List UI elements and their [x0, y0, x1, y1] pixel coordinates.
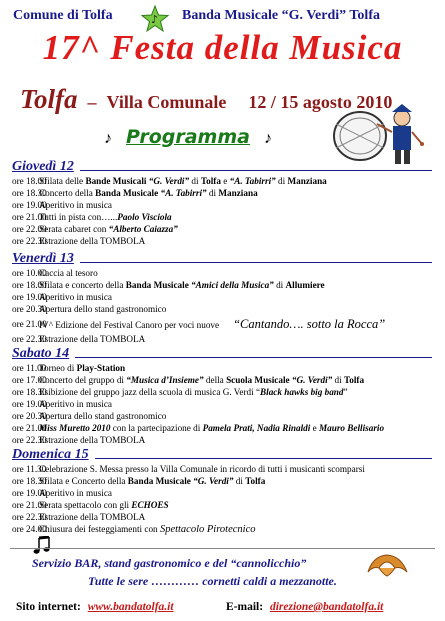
- email-link[interactable]: direzione@bandatolfa.it: [269, 601, 384, 613]
- event-text-part: Sfilata delle: [39, 176, 86, 186]
- event-text-part: Estrazione della TOMBOLA: [39, 334, 146, 344]
- event-time: ore 21.00: [12, 212, 47, 222]
- event-description: [39, 267, 432, 279]
- day-divider: [80, 262, 432, 263]
- event-text-part: Pamela Prati, Nadia Rinaldi: [202, 423, 311, 433]
- event-description: [39, 279, 432, 291]
- event-row: [12, 386, 432, 398]
- email-contact: [226, 601, 383, 613]
- event-text-part: Caccia al tesoro: [39, 268, 98, 278]
- event-text-part: Banda Musicale: [127, 476, 191, 486]
- bar-service-text: Servizio BAR, stand gastronomico e del “cannolicchio”: [32, 556, 307, 570]
- event-time: ore 21.00: [12, 319, 47, 329]
- event-text-part: “G. Verdi”: [190, 476, 234, 486]
- email-label: E-mail:: [226, 601, 264, 613]
- event-text-part: Aperitivo in musica: [39, 399, 112, 409]
- event-text-part: Play-Station: [76, 363, 126, 373]
- event-description: [39, 410, 432, 422]
- music-note-right-icon: ♪: [263, 130, 272, 147]
- event-text-part: “G. Verdi”: [146, 176, 190, 186]
- event-time: ore 10.00: [12, 268, 47, 278]
- event-description: [39, 434, 432, 446]
- event-text-part: ECHOES: [131, 500, 169, 510]
- day-heading: [12, 250, 432, 267]
- event-description: [39, 362, 432, 374]
- day-divider: [80, 170, 432, 171]
- event-time: ore 18.30: [12, 387, 47, 397]
- event-description: [39, 303, 432, 315]
- programma-heading: [104, 126, 272, 150]
- event-text-part: Concerto della: [39, 188, 96, 198]
- event-text-part: Concerto del gruppo di: [39, 375, 127, 385]
- event-row: [12, 267, 432, 279]
- event-text-part: “A. Tabirri”: [229, 176, 276, 186]
- event-text-part: Estrazione della TOMBOLA: [39, 435, 146, 445]
- event-row: [12, 523, 432, 535]
- event-time: ore 17.00: [12, 375, 47, 385]
- event-text-part: IV^ Edizione del Festival Canoro per voci nuove: [39, 320, 220, 330]
- event-time: ore 21.00: [12, 500, 47, 510]
- subtitle-separator: –: [87, 92, 97, 112]
- event-text-part: Apertura dello stand gastronomico: [39, 304, 167, 314]
- svg-text:♪: ♪: [151, 13, 159, 26]
- event-text-part: Paolo Visciola: [117, 212, 172, 222]
- event-text-part: di: [275, 176, 288, 186]
- event-time: ore 22.30: [12, 334, 47, 344]
- event-text-part: Black hawks big band: [260, 387, 344, 397]
- event-row: [12, 223, 432, 235]
- event-row: [12, 398, 432, 410]
- event-text-part: di: [273, 280, 286, 290]
- event-text-part: “Alberto Caiazza”: [108, 224, 178, 234]
- event-text-part: di: [332, 375, 344, 385]
- event-time: ore 19.00: [12, 399, 47, 409]
- day-title: Giovedì 12: [12, 159, 74, 174]
- subtitle-venue: Villa Comunale: [106, 92, 227, 112]
- event-text-part: Estrazione della TOMBOLA: [39, 512, 146, 522]
- event-description: [39, 475, 432, 487]
- event-text-part: Apertura dello stand gastronomico: [39, 411, 167, 421]
- event-row: [12, 475, 432, 487]
- event-text-part: Tutti in pista con…...: [39, 212, 118, 222]
- event-row: [12, 410, 432, 422]
- event-time: ore 19.00: [12, 200, 47, 210]
- event-text-part: Tolfa: [200, 176, 221, 186]
- event-time: ore 24.00: [12, 524, 47, 534]
- event-row: [12, 175, 432, 187]
- event-description: [39, 374, 432, 386]
- comune-label: Comune di Tolfa: [13, 8, 113, 23]
- day-section-venerdi: [12, 250, 432, 345]
- event-text-part: Tolfa: [343, 375, 365, 385]
- day-section-giovedi: [12, 158, 432, 247]
- day-divider: [95, 458, 432, 459]
- event-time: ore 18.00: [12, 176, 47, 186]
- event-row: [12, 303, 432, 315]
- event-row: [12, 374, 432, 386]
- event-text-part: Banda Musicale: [125, 280, 189, 290]
- event-text-part: della: [203, 375, 227, 385]
- event-description: [39, 398, 432, 410]
- page-title: 17^ Festa della Musica: [42, 28, 403, 67]
- event-time: ore 18.00: [12, 280, 47, 290]
- event-text-part: “G. Verdi”: [289, 375, 333, 385]
- day-title: Venerdì 13: [12, 251, 74, 266]
- day-divider: [75, 357, 432, 358]
- event-row: [12, 187, 432, 199]
- event-text-part: di: [233, 476, 246, 486]
- programma-label: Programma: [126, 126, 250, 148]
- event-text-part: Manziana: [287, 176, 327, 186]
- day-heading: [12, 345, 432, 362]
- event-text-part: Sfilata e Concerto della: [39, 476, 128, 486]
- event-time: ore 19.00: [12, 488, 47, 498]
- event-row: [12, 235, 432, 247]
- event-description: [39, 386, 432, 398]
- event-text-part: Scuola Musicale: [226, 375, 290, 385]
- site-label: Sito internet:: [16, 601, 81, 613]
- event-description: [39, 187, 432, 199]
- event-text-part: Allumiere: [285, 280, 325, 290]
- event-row: [12, 211, 432, 223]
- event-row: [12, 333, 432, 345]
- day-section-domenica: [12, 446, 432, 535]
- event-text-part: Aperitivo in musica: [39, 200, 112, 210]
- event-text-part: Manziana: [218, 188, 258, 198]
- event-time: ore 18.30: [12, 188, 47, 198]
- event-time: ore 22.30: [12, 512, 47, 522]
- subtitle-town: Tolfa: [20, 84, 78, 114]
- event-description: [39, 487, 432, 499]
- event-text-part: Tolfa: [245, 476, 266, 486]
- music-note-footer-icon: [32, 536, 54, 556]
- event-row: [12, 511, 432, 523]
- event-row: [12, 199, 432, 211]
- subtitle-dates: 12 / 15 agosto 2010: [248, 92, 393, 112]
- event-description: [39, 315, 432, 333]
- event-text-part: Miss Muretto 2010: [39, 423, 111, 433]
- banda-label: Banda Musicale “G. Verdi” Tolfa: [182, 8, 380, 23]
- event-description: [39, 333, 432, 345]
- event-time: ore 18.30: [12, 476, 47, 486]
- event-text-part: e: [310, 423, 319, 433]
- event-time: ore 22.30: [12, 435, 47, 445]
- event-text-part: Aperitivo in musica: [39, 488, 112, 498]
- event-time: ore 20.30: [12, 304, 47, 314]
- event-description: [39, 291, 432, 303]
- event-description: [39, 235, 432, 247]
- croissant-icon: [365, 552, 410, 580]
- event-description: [39, 175, 432, 187]
- event-description: [39, 199, 432, 211]
- event-time: ore 20.30: [12, 411, 47, 421]
- event-text-part: Serata cabaret con: [39, 224, 109, 234]
- event-time: ore 11.30: [12, 464, 47, 474]
- event-text-part: “A. Tabirri”: [158, 188, 207, 198]
- event-description: [39, 499, 432, 511]
- event-text-part: Bande Musicali: [85, 176, 147, 186]
- site-link[interactable]: www.bandatolfa.it: [87, 601, 174, 613]
- event-row: [12, 463, 432, 475]
- event-text-part: di: [189, 176, 201, 186]
- event-description: [39, 511, 432, 523]
- event-text-part: Sfilata e concerto della: [39, 280, 126, 290]
- event-text-part: Aperitivo in musica: [39, 292, 112, 302]
- event-text-part: Celebrazione S. Messa presso la Villa Comunale in ricordo di tutti i musicanti scomparsi: [39, 464, 365, 474]
- day-title: Domenica 15: [12, 447, 89, 462]
- event-text-part: Spettacolo Pirotecnico: [159, 524, 256, 535]
- event-row: [12, 422, 432, 434]
- event-time: ore 21.00: [12, 423, 47, 433]
- event-text-part: e: [220, 176, 230, 186]
- festival-name: “Cantando…. sotto la Rocca”: [233, 317, 386, 331]
- event-text-part: Estrazione della TOMBOLA: [39, 236, 146, 246]
- event-row: [12, 291, 432, 303]
- footer-divider: [10, 548, 435, 549]
- event-text-part: “Amici della Musica”: [188, 280, 274, 290]
- cornetti-text: Tutte le sere ………… cornetti caldi a mezzanotte.: [88, 574, 337, 588]
- event-text-part: Chiusura dei festeggiamenti con: [39, 524, 160, 534]
- event-text-part: Torneo di: [39, 363, 77, 373]
- site-contact: [16, 601, 174, 613]
- event-description: [39, 223, 432, 235]
- event-description: [39, 463, 432, 475]
- event-text-part: di: [206, 188, 219, 198]
- music-note-left-icon: ♪: [104, 130, 112, 147]
- drummer-illustration-icon: [322, 104, 427, 166]
- event-row: [12, 279, 432, 291]
- day-title: Sabato 14: [12, 346, 70, 361]
- event-time: ore 22.30: [12, 236, 47, 246]
- event-row: [12, 499, 432, 511]
- event-description: [39, 422, 432, 434]
- event-text-part: con la partecipazione di: [110, 423, 203, 433]
- event-description: [39, 211, 432, 223]
- header-bar: [0, 2, 445, 24]
- day-section-sabato: [12, 345, 432, 446]
- event-description: [39, 523, 432, 535]
- day-heading: [12, 446, 432, 463]
- event-time: ore 11.00: [12, 363, 47, 373]
- event-time: ore 19.00: [12, 292, 47, 302]
- event-text-part: ”: [343, 387, 348, 397]
- event-text-part: Esibizione del gruppo jazz della scuola di musica G. Verdi “: [39, 387, 261, 397]
- event-row: [12, 434, 432, 446]
- event-text-part: Mauro Bellisario: [318, 423, 385, 433]
- event-text-part: Serata spettacolo con gli: [39, 500, 132, 510]
- event-row: [12, 315, 432, 333]
- event-row: [12, 487, 432, 499]
- event-text-part: “Musica d’Insieme”: [126, 375, 204, 385]
- day-heading: [12, 158, 432, 175]
- event-text-part: Banda Musicale: [95, 188, 159, 198]
- event-time: ore 22.00: [12, 224, 47, 234]
- event-row: [12, 362, 432, 374]
